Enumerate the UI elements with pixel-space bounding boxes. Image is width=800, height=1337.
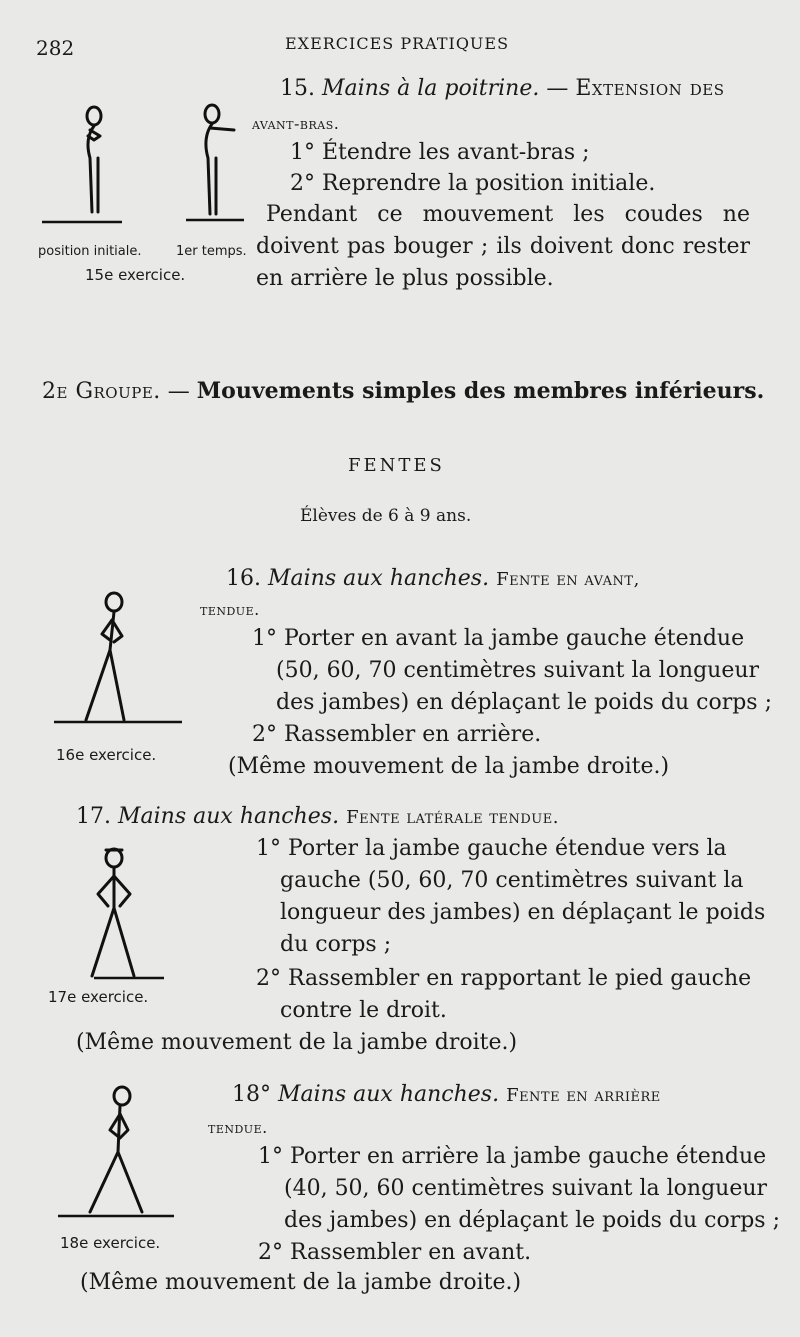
ex17-figure (60, 840, 180, 984)
ex17-step1-line2: gauche (50, 60, 70 centimètres suivant la (280, 868, 744, 893)
ex16-step1-line3: des jambes) en déplaçant le poids du corps ; (276, 690, 772, 715)
ex15-fig-caption-right: 1er temps. (176, 244, 247, 259)
group-title: Mouvements simples des membres inférieurs. (196, 378, 765, 404)
exercise-title: Mains aux hanches. (278, 1082, 500, 1107)
exercise-action: Fente en arrière (506, 1085, 661, 1106)
ex18-fig-caption: 18e exercice. (60, 1234, 161, 1252)
ex15-note-line3: en arrière le plus possible. (256, 266, 554, 291)
ex16-step1-line2: (50, 60, 70 centimètres suivant la longueur (276, 658, 760, 683)
ex15-step1: 1° Étendre les avant-bras ; (290, 140, 590, 165)
exercise-number: 15. (280, 76, 315, 101)
exercise-number: 18° (232, 1082, 271, 1107)
stick-figure-side-lunge (60, 840, 180, 984)
ex15-note-line1: Pendant ce mouvement les coudes ne (266, 202, 750, 227)
ex18-step2: 2° Rassembler en avant. (258, 1240, 532, 1265)
ex16-action-cont: tendue. (200, 600, 260, 619)
ex16-fig-caption: 16e exercice. (56, 746, 157, 764)
section-title: FENTES (348, 455, 445, 476)
exercise-action: Fente latérale tendue. (346, 807, 559, 828)
exercise-action: Fente en avant, (496, 569, 640, 590)
stick-figure-backward-lunge (54, 1080, 184, 1224)
ex18-action-cont: tendue. (208, 1118, 268, 1137)
ex15-figure (38, 100, 258, 230)
ex16-heading (226, 566, 640, 591)
ex15-fig-caption-left: position initiale. (38, 244, 142, 259)
exercise-title: Mains aux hanches. (268, 566, 490, 591)
dash: — (546, 76, 569, 101)
exercise-action: Extension des (575, 76, 725, 101)
exercise-title: Mains aux hanches. (118, 804, 340, 829)
group-heading (42, 378, 764, 404)
exercise-number: 17. (76, 804, 111, 829)
ex16-figure (50, 588, 190, 728)
ex17-note: (Même mouvement de la jambe droite.) (76, 1030, 518, 1055)
group-label: 2e Groupe. (42, 379, 161, 404)
ex15-note-line2: doivent pas bouger ; ils doivent donc rester (256, 234, 750, 259)
ex15-action-cont: avant-bras. (252, 114, 340, 133)
ex18-figure (54, 1080, 184, 1224)
ex18-step1-line1: 1° Porter en arrière la jambe gauche étendue (258, 1144, 767, 1169)
exercise-number: 16. (226, 566, 261, 591)
ex17-step1-line1: 1° Porter la jambe gauche étendue vers la (256, 836, 727, 861)
dash: — (167, 379, 190, 404)
ex18-step1-line3: des jambes) en déplaçant le poids du corps ; (284, 1208, 780, 1233)
ex17-fig-caption: 17e exercice. (48, 988, 149, 1006)
ex17-step2-line1: 2° Rassembler en rapportant le pied gauche (256, 966, 752, 991)
ex17-step1-line4: du corps ; (280, 932, 392, 957)
ex16-note: (Même mouvement de la jambe droite.) (228, 754, 670, 779)
ex18-step1-line2: (40, 50, 60 centimètres suivant la longueur (284, 1176, 768, 1201)
ex17-step1-line3: longueur des jambes) en déplaçant le poids (280, 900, 766, 925)
ex16-step2: 2° Rassembler en arrière. (252, 722, 542, 747)
ex17-heading (76, 804, 559, 829)
ex18-note: (Même mouvement de la jambe droite.) (80, 1270, 522, 1295)
stick-figures-illustration (38, 100, 258, 230)
ex15-step2: 2° Reprendre la position initiale. (290, 171, 656, 196)
page-number: 282 (36, 36, 75, 60)
ex16-step1-line1: 1° Porter en avant la jambe gauche étendue (252, 626, 745, 651)
stick-figure-forward-lunge (50, 588, 190, 728)
ex17-step2-line2: contre le droit. (280, 998, 447, 1023)
ex15-heading (280, 76, 725, 101)
running-title: EXERCICES PRATIQUES (285, 34, 510, 53)
section-subtitle: Élèves de 6 à 9 ans. (300, 506, 472, 526)
exercise-title: Mains à la poitrine. (322, 76, 540, 101)
ex18-heading (232, 1082, 661, 1107)
ex15-fig-caption: 15e exercice. (85, 266, 186, 284)
